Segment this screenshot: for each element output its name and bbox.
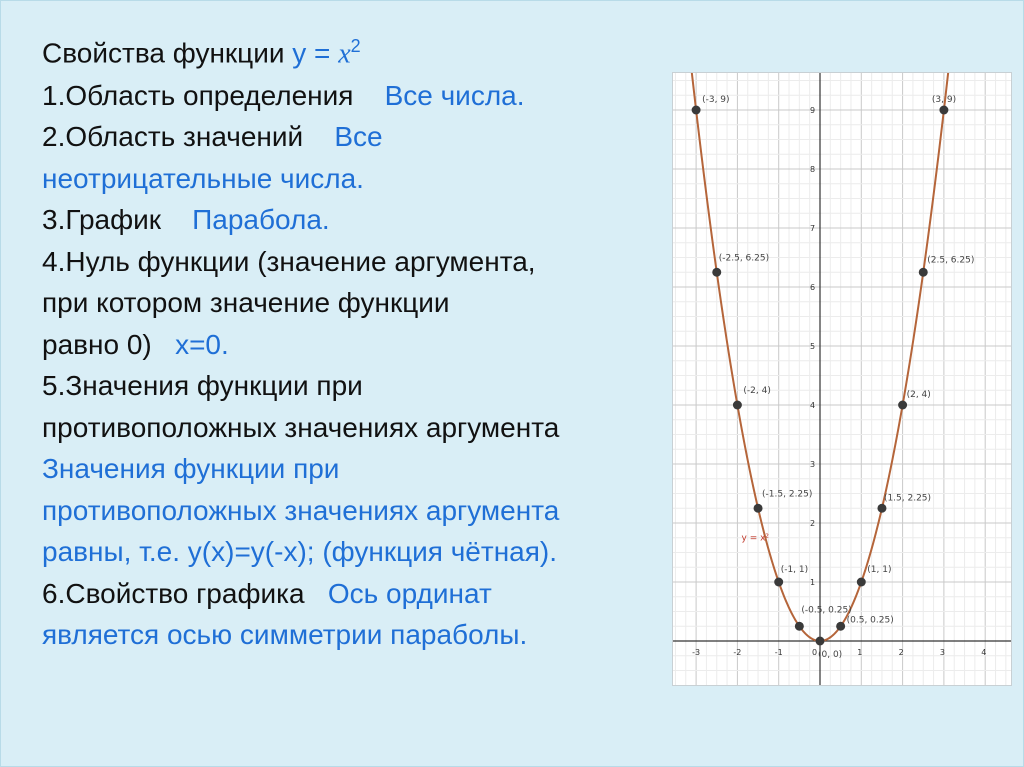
data-point [774, 578, 783, 587]
data-point-label: (1, 1) [867, 565, 892, 575]
data-point-label: (0, 0) [818, 650, 843, 660]
property-5-answer-3: равны, т.е. у(х)=у(-х); (функция чётная). [42, 536, 557, 568]
x-tick-label: 2 [898, 648, 904, 657]
data-point [733, 401, 742, 410]
y-tick-label: 4 [810, 401, 816, 410]
parabola-graph [672, 72, 1012, 686]
data-point-label: (-2, 4) [743, 386, 771, 396]
data-point [919, 268, 928, 277]
data-point-label: (-0.5, 0.25) [801, 605, 852, 616]
property-5-answer-2: противоположных значениях аргумента [42, 494, 560, 526]
data-point [712, 268, 721, 277]
property-1-answer: Все числа. [384, 79, 525, 111]
parabola-svg [673, 73, 1011, 685]
property-1 [42, 75, 692, 117]
property-4-answer: х=0. [175, 328, 229, 360]
title-function: у = [292, 37, 339, 69]
y-tick-label: 9 [810, 106, 816, 115]
data-point-label: (-1, 1) [780, 565, 809, 575]
data-point-label: (2.5, 6.25) [927, 255, 975, 266]
property-5-line-2: противоположных значениях аргумента [42, 411, 560, 443]
data-point [795, 622, 804, 631]
x-tick-label: 1 [857, 648, 863, 657]
title-variable: x [338, 38, 351, 70]
title-exponent: 2 [350, 36, 361, 56]
x-tick-label: 4 [981, 648, 987, 657]
data-point-label: (-1.5, 2.25) [762, 489, 813, 500]
data-point [857, 578, 866, 587]
y-tick-label: 2 [810, 519, 816, 528]
data-point-label: (-2.5, 6.25) [718, 253, 770, 264]
data-point [898, 401, 907, 410]
data-point [877, 504, 886, 513]
function-label: y = x² [741, 533, 770, 544]
y-tick-label: 5 [810, 342, 816, 351]
property-2-answer-cont: неотрицательные числа. [42, 162, 364, 194]
property-3 [42, 199, 692, 241]
y-tick-label: 7 [810, 224, 816, 233]
x-tick-label: 3 [939, 648, 945, 657]
y-tick-label: 1 [810, 578, 816, 587]
property-3-answer: Парабола. [192, 204, 330, 236]
slide-title [42, 26, 692, 75]
property-2-label: 2.Область значений [42, 121, 304, 153]
data-point-label: (0.5, 0.25) [846, 615, 894, 626]
x-tick-label: 0 [812, 648, 818, 657]
data-point-label: (1.5, 2.25) [883, 493, 932, 504]
y-tick-label: 8 [810, 165, 816, 174]
data-point [692, 106, 701, 115]
property-6-answer-cont: является осью симметрии параболы. [42, 619, 528, 651]
property-6-answer: Ось ординат [327, 577, 492, 609]
property-4-line-3 [42, 324, 692, 366]
data-point-label: (-3, 9) [702, 95, 730, 105]
data-point-label: (2, 4) [906, 390, 931, 400]
data-point [939, 106, 948, 115]
property-5-line-1: 5.Значения функции при [42, 370, 363, 402]
x-tick-label: -1 [774, 648, 783, 657]
property-1-label: 1.Область определения [42, 79, 354, 111]
x-tick-label: -2 [733, 648, 742, 657]
properties-text [42, 26, 692, 656]
y-tick-label: 6 [810, 283, 816, 292]
property-4-line-1: 4.Нуль функции (значение аргумента, [42, 245, 536, 277]
property-4-line-2: при котором значение функции [42, 287, 450, 319]
x-tick-label: -3 [692, 648, 701, 657]
title-text: Свойства функции [42, 37, 285, 69]
property-3-label: 3.График [42, 204, 162, 236]
property-4-label: равно 0) [42, 328, 152, 360]
property-2 [42, 116, 692, 158]
property-6 [42, 573, 692, 615]
data-point-label: (3, 9) [931, 95, 957, 105]
data-point [836, 622, 845, 631]
y-tick-label: 3 [810, 460, 816, 469]
data-point [816, 637, 825, 646]
property-5-answer-1: Значения функции при [42, 453, 340, 485]
property-6-label: 6.Свойство графика [42, 577, 305, 609]
property-2-answer: Все [334, 121, 383, 153]
data-point [754, 504, 763, 513]
